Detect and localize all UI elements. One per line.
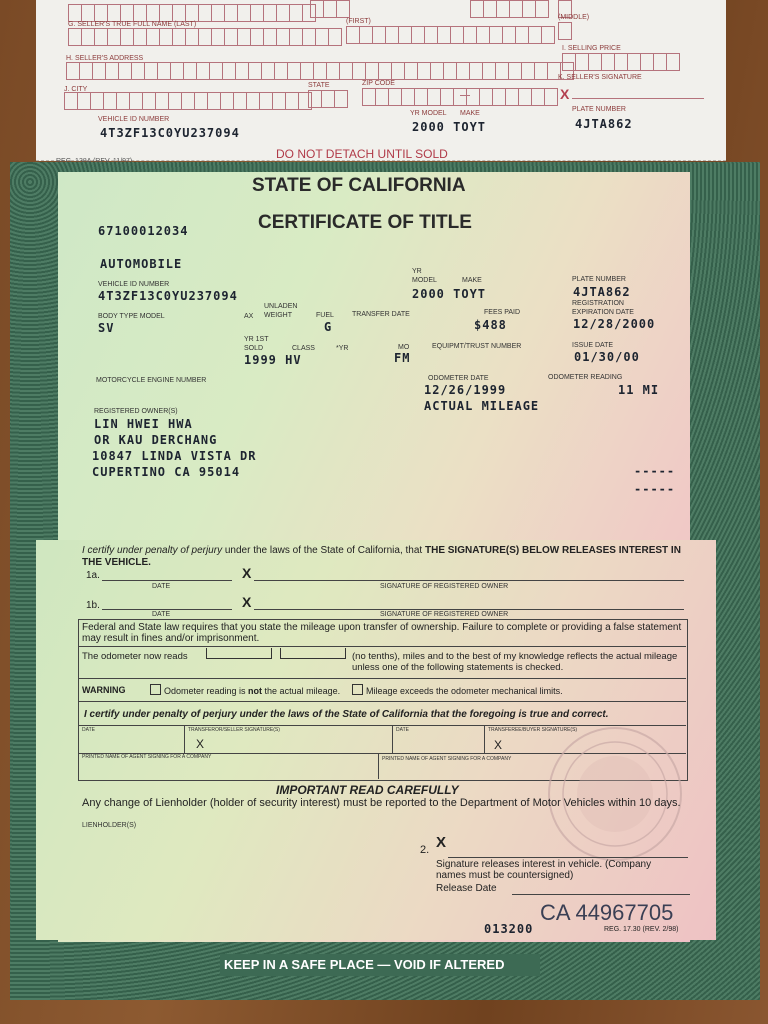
zip-label: ZIP CODE [362,80,395,87]
not-actual-checkbox[interactable] [150,684,161,695]
fuel-value: G [324,320,333,334]
keep-safe-text: KEEP IN A SAFE PLACE — VOID IF ALTERED [224,957,505,972]
odometer-law-text: Federal and State law requires that you state the mileage upon transfer of ownership. Failure to complete or providing a false statement may result in fines and/or imprisonment. [82,622,682,644]
city-boxes[interactable] [64,92,312,110]
plate-label: PLATE NUMBER [572,276,626,283]
stub-plate-label: PLATE NUMBER [572,106,626,113]
release-date-line[interactable] [512,894,690,895]
unladen-label: UNLADEN [264,303,298,310]
odometer-date-label: ODOMETER DATE [428,375,489,382]
dashes-1: ----- [634,464,676,478]
vehicle-type: AUTOMOBILE [100,257,183,271]
body-type-label: BODY TYPE MODEL [98,313,165,320]
odometer-exceeds-option[interactable]: Mileage exceeds the odometer mechanical limits. [352,684,563,696]
seller-address-boxes[interactable] [66,62,574,80]
sold-class-value: 1999 HV [244,353,302,367]
weight-label: WEIGHT [264,312,292,319]
odometer-reads-text: (no tenths), miles and to the best of my knowledge reflects the actual mileage unless one of the following statements is checked. [352,651,678,673]
important-heading: IMPORTANT READ CAREFULLY [276,783,459,797]
model-label: MODEL [412,277,437,284]
dashes-2: ----- [634,482,676,496]
odometer-not-actual-option[interactable]: Odometer reading is not the actual mileage. [150,684,340,696]
footer-code: 013200 [484,922,534,936]
buyer-signature-x[interactable]: X [494,738,503,752]
release-1a-date-label: DATE [152,583,171,590]
lienholder-signature-note: Signature releases interest in vehicle. (Company names must be countersigned) [436,859,652,881]
odometer-date-value: 12/26/1999 [424,383,507,397]
lienholder-notice: Any change of Lienholder (holder of security interest) must be reported to the Department of Motor Vehicles within 10 days. [82,797,681,809]
owner-address-1: 10847 LINDA VISTA DR [92,449,257,463]
seller-middle-box[interactable] [558,22,572,40]
release-1b-signature-line[interactable] [254,609,684,610]
title-serial: 67100012034 [98,224,189,238]
body-type-value: SV [98,321,115,335]
middle-name-label: (MIDDLE) [558,14,590,21]
odometer-certification: I certify under penalty of perjury under the laws of the State of California that the foregoing is true and correct. [84,709,609,720]
state-label: STATE [308,82,330,89]
lienholder-signature-line[interactable] [448,857,688,858]
odometer-digits-1[interactable] [206,648,272,659]
owner-address-2: CUPERTINO CA 95014 [92,465,241,479]
state-seal-watermark [530,724,700,864]
make-label: MAKE [462,277,482,284]
odometer-reads-label: The odometer now reads [82,651,188,662]
state-heading: STATE OF CALIFORNIA [252,175,466,196]
seller-date-label: DATE [82,727,95,733]
vin-label: VEHICLE ID NUMBER [98,281,170,288]
registered-owners-label: REGISTERED OWNER(S) [94,408,178,415]
buyer-signature-label: TRANSFEREE/BUYER SIGNATURE(S) [488,727,578,733]
odometer-reading-value: 11 MI [618,383,660,397]
release-1a-x[interactable]: X [242,565,252,581]
seller-name-label: G. SELLER'S TRUE FULL NAME (LAST) [68,21,197,28]
release-1a-sig-label: SIGNATURE OF REGISTERED OWNER [380,583,509,590]
warning-label: WARNING [82,685,126,695]
release-1a-signature-line[interactable] [254,580,684,581]
seller-agent-label: PRINTED NAME OF AGENT SIGNING FOR A COMPANY [82,754,212,760]
sold-label: SOLD [244,345,264,352]
buyer-date-label: DATE [396,727,409,733]
expiration-label: EXPIRATION DATE [572,309,634,316]
issue-date-label: ISSUE DATE [572,342,614,349]
release-1b-x[interactable]: X [242,594,252,610]
registration-label: REGISTRATION [572,300,624,307]
seller-signature-label: K. SELLER'S SIGNATURE [558,74,642,81]
release-date-label: Release Date [436,883,497,894]
seller-last-name-boxes[interactable] [68,28,342,46]
owner-2: OR KAU DERCHANG [94,433,218,447]
stub-vin-label: VEHICLE ID NUMBER [98,116,170,123]
selling-price-boxes[interactable] [562,53,680,71]
seller-address-label: H. SELLER'S ADDRESS [66,55,144,62]
year-make-value: 2000 TOYT [412,287,487,301]
seller-signature-x[interactable]: X [196,737,205,751]
stub-top-boxes [68,4,316,22]
expiration-value: 12/28/2000 [573,317,656,331]
exceeds-limits-checkbox[interactable] [352,684,363,695]
seller-first-name-boxes[interactable] [346,26,555,44]
stub-plate: 4JTA862 [575,117,633,131]
detach-notice: DO NOT DETACH UNTIL SOLD [276,147,448,161]
release-certification: I certify under penalty of perjury under the laws of the State of California, that THE SIGNATURE(S) BELOW RELEASES INTEREST IN THE VEHICLE. [82,545,681,568]
fees-value: $488 [474,318,507,332]
motorcycle-engine-label: MOTORCYCLE ENGINE NUMBER [96,377,207,384]
fuel-label: FUEL [316,312,334,319]
mo-label: MO [398,344,410,351]
actual-mileage: ACTUAL MILEAGE [424,399,540,413]
release-2-number: 2. [420,844,430,856]
mo-value: FM [394,351,411,365]
seller-signature-label: TRANSFEROR/SELLER SIGNATURE(S) [188,727,280,733]
certificate-heading: CERTIFICATE OF TITLE [258,212,472,233]
odometer-reading-label: ODOMETER READING [548,374,623,381]
release-line-1a-number: 1a. [86,570,100,581]
stub-yr-model-label: YR MODEL [410,110,447,117]
yr-label: YR [412,268,422,275]
yr-star-label: *YR [336,345,349,352]
stub-make-label: MAKE [460,110,480,117]
footer-revision: REG. 17.30 (REV. 2/98) [604,926,679,933]
stub-year-make: 2000 TOYT [412,120,487,134]
vin-value: 4T3ZF13C0YU237094 [98,289,238,303]
city-label: J. CITY [64,86,88,93]
ax-label: AX [244,313,254,320]
issue-date-value: 01/30/00 [574,350,640,364]
yr-1st-label: YR 1ST [244,336,269,343]
selling-price-label: I. SELLING PRICE [562,45,621,52]
seller-signature-x[interactable]: X [560,86,570,102]
fees-label: FEES PAID [484,309,521,316]
stub-vin: 4T3ZF13C0YU237094 [100,126,240,140]
odometer-digits-2[interactable] [280,648,346,659]
class-label: CLASS [292,345,315,352]
release-1b-sig-label: SIGNATURE OF REGISTERED OWNER [380,611,509,618]
first-name-label: (FIRST) [346,18,371,25]
state-boxes[interactable] [308,90,348,108]
buyer-agent-label: PRINTED NAME OF AGENT SIGNING FOR A COMPANY [382,756,512,762]
transfer-date-label: TRANSFER DATE [352,311,410,318]
zip-boxes[interactable] [362,88,558,106]
title-number: CA 44967705 [540,900,674,925]
equipment-label: EQUIPMT/TRUST NUMBER [432,343,522,350]
plate-value: 4JTA862 [573,285,631,299]
lienholder-signature-x[interactable]: X [436,834,447,851]
owner-1: LIN HWEI HWA [94,417,193,431]
release-1b-date-label: DATE [152,611,171,618]
lienholders-label: LIENHOLDER(S) [82,822,137,829]
release-line-1b-number: 1b. [86,600,100,611]
